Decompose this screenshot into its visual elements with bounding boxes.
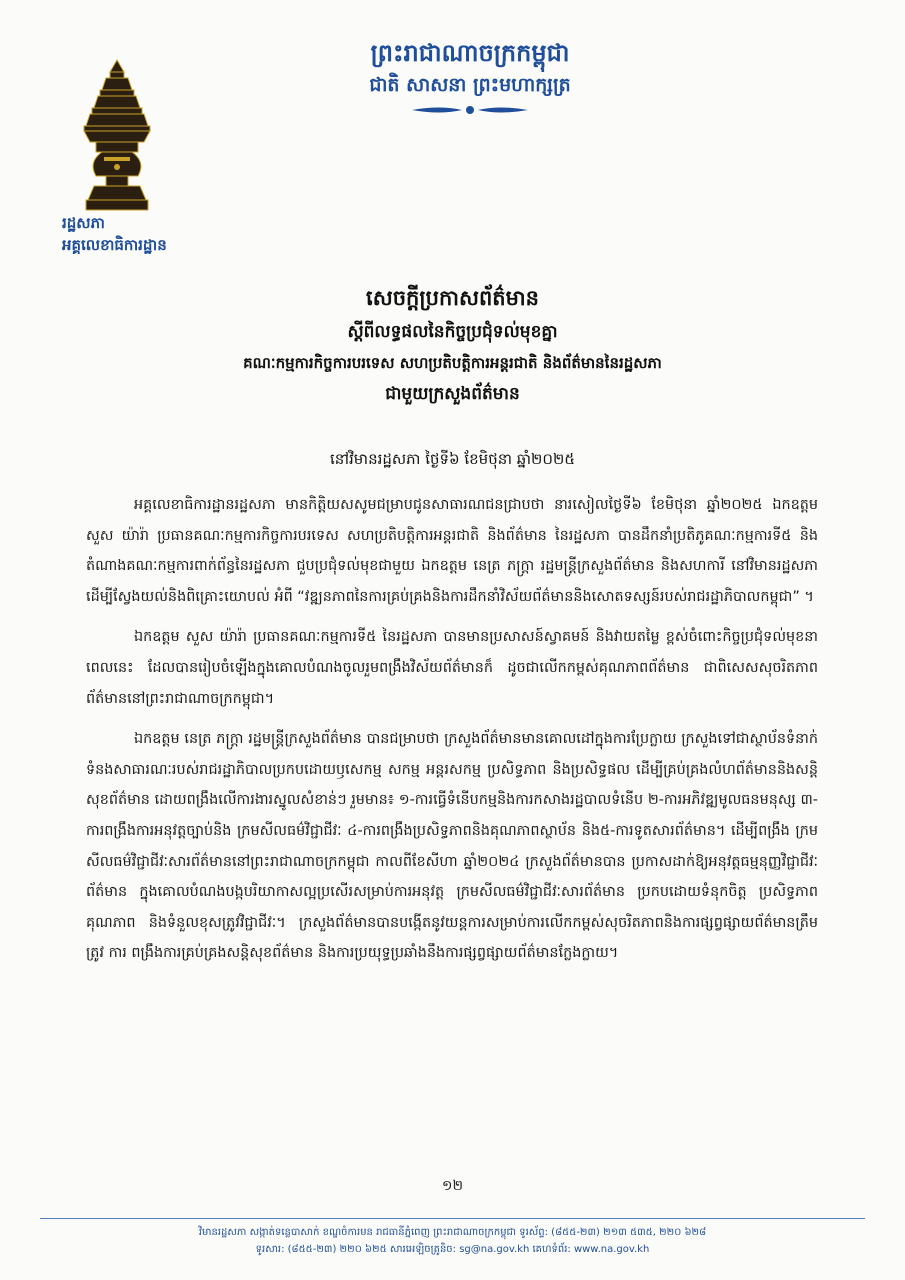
document-title-block [40, 280, 865, 410]
contact-footer [100, 1224, 805, 1258]
document-subtitle-3: ជាមួយក្រសួងព័ត៌មាន [385, 384, 520, 404]
document-subtitle-2: គណៈកម្មការកិច្ចការបរទេស សហប្រតិបត្តិការអន្តរជាតិ និងព័ត៌មាននៃរដ្ឋសភា [243, 354, 662, 372]
org-name-line2: អគ្គលេខាធិការដ្ឋាន [62, 236, 167, 254]
national-motto: ជាតិ សាសនា ព្រះមហាក្សត្រ [369, 74, 571, 96]
document-body [86, 490, 818, 979]
body-paragraph-2: ឯកឧត្តម សួស យ៉ារ៉ា ប្រធានគណៈកម្មការទី៥ នៃរដ្ឋសភា បានមានប្រសាសន៍ស្វាគមន៍ និងវាយតម្លៃ ខ្ពស់ចំពោះកិច្ចប្រជុំទល់មុខនាពេលនេះ ដែលបានរៀបចំឡើងក្នុងគោលបំណងចូលរួមពង្រឹងវិស័យព័ត៌មានក៏ ដូចជាលើកកម្ពស់គុណភាពព័ត៌មាន ជាពិសេសសុចរិតភាពព័ត៌មាននៅព្រះរាជាណាចក្រកម្ពុជា។ [86, 629, 818, 707]
page-number: ១២ [441, 1178, 464, 1194]
national-assembly-emblem-icon [80, 58, 154, 214]
body-paragraph-3: ឯកឧត្តម នេត្រ ភក្ត្រា រដ្ឋមន្ត្រីក្រសួងព័ត៌មាន បានជម្រាបថា ក្រសួងព័ត៌មានមានគោលដៅក្នុងការប្រែក្លាយ ក្រសួងទៅជាស្ថាប័នទំនាក់ទំនងសាធារណៈរបស់រាជរដ្ឋាភិបាលប្រកបដោយឫសេកម្ម សកម្ម អន្តរសកម្ម ប្រសិទ្ធភាព និងប្រសិទ្ធផល ដើម្បីគ្រប់គ្រងលំហព័ត៌មាននិងសន្តិសុខព័ត៌មាន ដោយពង្រឹងលើការងារស្នូលសំខាន់ៗ រួមមាន៖ ១-ការធ្វើទំនើបកម្មនិងការកសាងរដ្ឋបាលទំនើប ២-ការអភិវឌ្ឍមូលធនមនុស្ស ៣-ការពង្រឹងការអនុវត្តច្បាប់និង ក្រមសីលធម៌វិជ្ជាជីវៈ ៤-ការពង្រឹងប្រសិទ្ធភាពនិងគុណភាពស្ថាប័ន និង៥-ការទូតសារព័ត៌មាន។ ដើម្បីពង្រឹង ក្រមសីលធម៌វិជ្ជាជីវៈសារព័ត៌មាននៅព្រះរាជាណាចក្រកម្ពុជា កាលពីខែសីហា ឆ្នាំ២០២៤ ក្រសួងព័ត៌មានបាន ប្រកាសដាក់ឱ្យអនុវត្តធម្មនុញ្ញវិជ្ជាជីវៈព័ត៌មាន ក្នុងគោលបំណងបង្កបរិយាកាសល្អប្រសើរសម្រាប់ការអនុវត្ត ក្រមសីលធម៌វិជ្ជាជីវៈសារព័ត៌មាន ប្រកបដោយទំនុកចិត្ត ប្រសិទ្ធភាព គុណភាព និងទំនួលខុសត្រូវវិជ្ជាជីវៈ។ ក្រសួងព័ត៌មានបានបង្កើតនូវយន្តការសម្រាប់ការលើកកម្ពស់សុចរិតភាពនិងការផ្សព្វផ្សាយព័ត៌មានត្រឹមត្រូវ ការ ពង្រឹងការគ្រប់គ្រងសន្តិសុខព័ត៌មាន និងការប្រយុទ្ធប្រឆាំងនឹងការផ្សព្វផ្សាយព័ត៌មានក្លែងក្លាយ។ [86, 731, 818, 962]
kingdom-name: ព្រះរាជាណាចក្រកម្ពុជា [370, 39, 570, 67]
footer-address: វិមានរដ្ឋសភា សង្កាត់ទន្លេបាសាក់ ខណ្ឌចំការមន រាជធានីភ្នំពេញ ព្រះរាជាណាចក្រកម្ពុជា ទូរស័ព្ទ: (៨៥៥-២៣) ២១៣ ៥៣៥, ២២០ ៦២៨ [198, 1227, 707, 1238]
document-title: សេចក្ដីប្រកាសព័ត៌មាន [366, 286, 539, 310]
footer-divider [40, 1218, 865, 1219]
divider-ornament-icon [410, 104, 530, 116]
footer-contact: ទូរសារ: (៨៥៥-២៣) ២២០ ៦២៥ សារអេឡិចត្រូនិច: sg@na.gov.kh គេហទំព័រ: www.na.gov.kh [255, 1244, 650, 1255]
body-paragraph-1: អគ្គលេខាធិការដ្ឋានរដ្ឋសភា មានកិត្តិយសសូមជម្រាបជូនសាធារណជនជ្រាបថា នារសៀលថ្ងៃទី៦ ខែមិថុនា ឆ្នាំ២០២៥ ឯកឧត្តម សួស យ៉ារ៉ា ប្រធានគណៈកម្មការកិច្ចការបរទេស សហប្រតិបត្តិការអន្តរជាតិ និងព័ត៌មាន នៃរដ្ឋសភា បានដឹកនាំប្រតិភូគណៈកម្មការទី៥ និងតំណាងគណៈកម្មការពាក់ព័ន្ធនៃរដ្ឋសភា ជួបប្រជុំទល់មុខជាមួយ ឯកឧត្តម នេត្រ ភក្ត្រា រដ្ឋមន្ត្រីក្រសួងព័ត៌មាន និងសហការី នៅវិមានរដ្ឋសភា ដើម្បីស្វែងយល់និងពិគ្រោះយោបល់ អំពី “វឌ្ឍនភាពនៃការគ្រប់គ្រងនិងការដឹកនាំវិស័យព័ត៌មាននិងសោតទស្សន៍របស់រាជរដ្ឋាភិបាលកម្ពុជា” ។ [86, 497, 818, 605]
document-subtitle-1: ស្ដីពីលទ្ធផលនៃកិច្ចប្រជុំទល់មុខគ្នា [347, 322, 558, 342]
kingdom-header [270, 36, 670, 116]
issuing-organization [62, 212, 212, 256]
org-name-line1: រដ្ឋសភា [62, 214, 105, 232]
dateline: នៅវិមានរដ្ឋសភា ថ្ងៃទី៦ ខែមិថុនា ឆ្នាំ២០២៥ [329, 450, 576, 468]
